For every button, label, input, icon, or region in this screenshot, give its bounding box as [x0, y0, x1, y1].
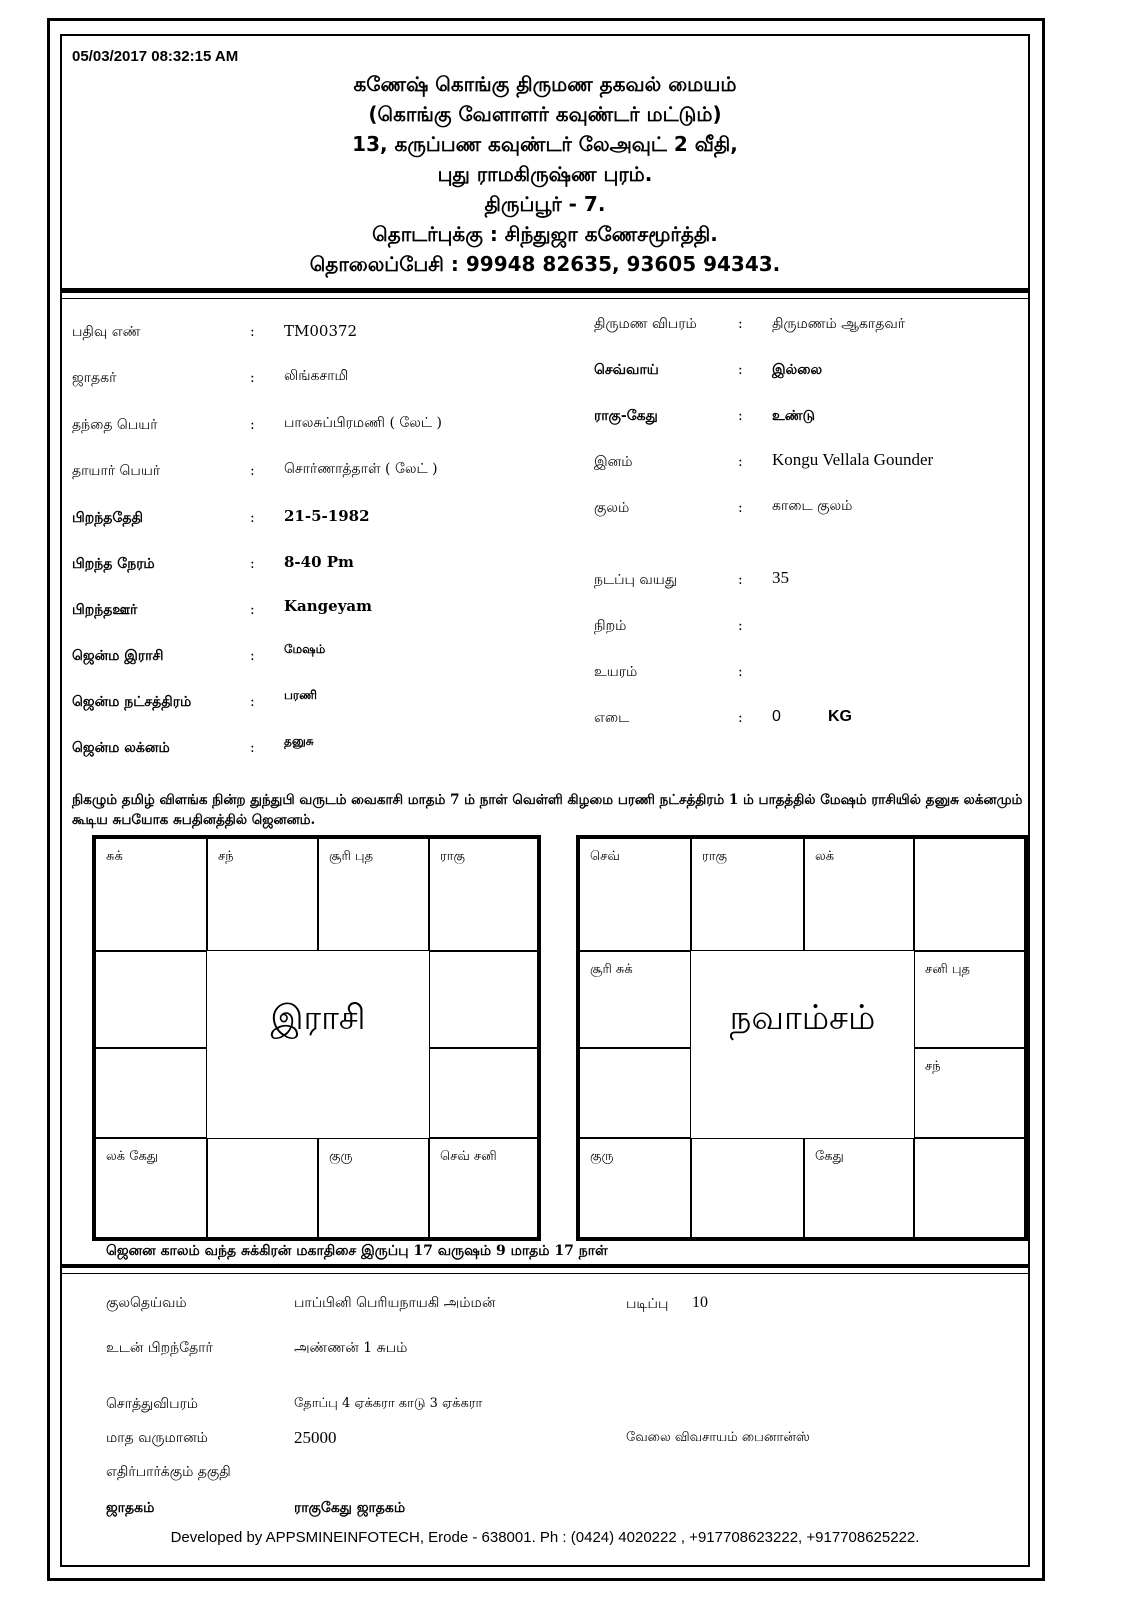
bottom-divider-thin — [60, 1273, 1030, 1274]
colon: : — [250, 556, 255, 572]
label-rasi: ஜென்ம இராசி — [72, 648, 164, 664]
colon: : — [250, 694, 255, 710]
label-jathagam: ஜாதகம் — [106, 1500, 155, 1516]
header-line-7: தொலைப்பேசி : 99948 82635, 93605 94343. — [309, 252, 781, 276]
rasi-cell: லக் கேது — [95, 1138, 207, 1238]
navamsam-title: நவாம்சம் — [729, 998, 876, 1038]
navamsam-cell: சனி புத — [914, 951, 1025, 1048]
value-property: தோப்பு 4 ஏக்கரா காடு 3 ஏக்கரா — [294, 1396, 483, 1411]
footer-credit: Developed by APPSMINEINFOTECH, Erode - 638001. Ph : (0424) 4020222 , +917708623222, +917708625222. — [170, 1529, 920, 1546]
navamsam-chart — [576, 835, 1028, 1241]
value-job: வேலை விவசாயம் பைனான்ஸ் — [626, 1430, 810, 1445]
colon: : — [738, 454, 743, 470]
value-rasi: மேஷம் — [284, 642, 326, 656]
value-kuladeivam: பாப்பினி பெரியநாயகி அம்மன் — [294, 1295, 496, 1311]
header-line-5: திருப்பூர் - 7. — [484, 192, 606, 216]
header-line-6: தொடர்புக்கு : சிந்துஜா கணேசமூர்த்தி. — [372, 222, 718, 246]
label-marriage: திருமண விபரம் — [594, 316, 697, 332]
label-age: நடப்பு வயது — [594, 572, 677, 588]
rasi-cell — [429, 1048, 538, 1138]
value-kulam: காடை குலம் — [772, 498, 853, 514]
navamsam-cell — [579, 1048, 691, 1138]
header-line-3: 13, கருப்பண கவுண்டர் லேஅவுட் 2 வீதி, — [352, 132, 738, 156]
timestamp: 05/03/2017 08:32:15 AM — [72, 48, 239, 65]
header-divider — [60, 288, 1030, 293]
navamsam-cell: சூரி சுக் — [579, 951, 691, 1048]
bottom-divider — [60, 1264, 1030, 1268]
rasi-title: இராசி — [270, 998, 366, 1038]
value-father: பாலசுப்பிரமணி ( லேட் ) — [284, 415, 442, 431]
label-mother: தாயார் பெயர் — [72, 463, 161, 479]
rasi-cell: சுக் — [95, 838, 207, 951]
rasi-cell: சூரி புத — [318, 838, 429, 951]
label-expectation: எதிர்பார்க்கும் தகுதி — [106, 1464, 231, 1480]
colon: : — [250, 740, 255, 756]
colon: : — [250, 510, 255, 526]
label-father: தந்தை பெயர் — [72, 417, 158, 433]
value-dob: 21-5-1982 — [284, 507, 370, 525]
label-nakshatra: ஜென்ம நட்சத்திரம் — [72, 694, 192, 710]
label-property: சொத்துவிபரம் — [106, 1396, 199, 1412]
navamsam-cell: கேது — [804, 1138, 914, 1238]
colon: : — [738, 500, 743, 516]
colon: : — [738, 572, 743, 588]
navamsam-cell — [914, 838, 1025, 951]
value-marriage: திருமணம் ஆகாதவர் — [772, 316, 906, 332]
colon: : — [738, 710, 743, 726]
label-kulam: குலம் — [594, 500, 630, 516]
colon: : — [250, 463, 255, 479]
label-height: உயரம் — [594, 664, 638, 680]
colon: : — [738, 664, 743, 680]
value-padippu: 10 — [692, 1294, 708, 1311]
value-siblings: அண்ணன் 1 சுபம் — [294, 1340, 408, 1356]
navamsam-cell: சந் — [914, 1048, 1025, 1138]
label-kuladeivam: குலதெய்வம் — [106, 1295, 187, 1311]
label-sevvai: செவ்வாய் — [594, 362, 659, 378]
colon: : — [250, 417, 255, 433]
value-birth-time: 8-40 Pm — [284, 553, 354, 571]
label-birth-time: பிறந்த நேரம் — [72, 556, 155, 572]
navamsam-cell — [914, 1138, 1025, 1238]
colon: : — [738, 618, 743, 634]
navamsam-cell — [691, 1138, 804, 1238]
label-padippu: படிப்பு — [626, 1296, 669, 1312]
label-dob: பிறந்ததேதி — [72, 510, 143, 526]
value-inam: Kongu Vellala Gounder — [772, 450, 934, 469]
value-lagnam: தனுசு — [284, 734, 314, 748]
colon: : — [738, 408, 743, 424]
value-jathagam: ராகுகேது ஜாதகம் — [294, 1500, 406, 1516]
navamsam-cell: ராகு — [691, 838, 804, 951]
colon: : — [250, 324, 255, 340]
value-weight: 0 — [772, 708, 781, 725]
header-line-1: கணேஷ் கொங்கு திருமண தகவல் மையம் — [353, 72, 737, 96]
rasi-cell: ராகு — [429, 838, 538, 951]
navamsam-cell: செவ் — [579, 838, 691, 951]
header-divider-thin — [60, 298, 1030, 299]
value-income: 25000 — [294, 1428, 337, 1447]
label-niram: நிறம் — [594, 618, 627, 634]
label-jathagar: ஜாதகர் — [72, 370, 117, 386]
colon: : — [738, 362, 743, 378]
colon: : — [250, 370, 255, 386]
value-sevvai: இல்லை — [772, 362, 823, 378]
label-siblings: உடன் பிறந்தோர் — [106, 1340, 213, 1356]
value-age: 35 — [772, 568, 789, 587]
label-inam: இனம் — [594, 454, 633, 470]
birth-paragraph: நிகழும் தமிழ் விளங்க நின்ற துந்துபி வருடம் வைகாசி மாதம் 7 ம் நாள் வெள்ளி கிழமை பரணி நட்சத்திரம் 1 ம் பாதத்தில் மேஷம் ராசியில் தனுசு லக்னமும் கூடிய சுபயோக சுபதினத்தில் ஜெனனம். — [72, 792, 1023, 828]
colon: : — [250, 648, 255, 664]
navamsam-cell: லக் — [804, 838, 914, 951]
value-rahu-kethu: உண்டு — [772, 408, 816, 424]
label-rahu-kethu: ராகு-கேது — [594, 408, 658, 424]
header-line-2: (கொங்கு வேளாளர் கவுண்டர் மட்டும்) — [368, 102, 722, 126]
rasi-cell: செவ் சனி — [429, 1138, 538, 1238]
rasi-cell — [95, 951, 207, 1048]
label-lagnam: ஜென்ம லக்னம் — [72, 740, 170, 756]
label-income: மாத வருமானம் — [106, 1430, 208, 1446]
value-reg-no: TM00372 — [284, 322, 358, 340]
colon: : — [738, 316, 743, 332]
value-birth-place: Kangeyam — [284, 597, 373, 615]
rasi-cell — [207, 1138, 318, 1238]
value-nakshatra: பரணி — [284, 688, 317, 702]
rasi-cell: சந் — [207, 838, 318, 951]
rasi-cell: குரு — [318, 1138, 429, 1238]
label-reg-no: பதிவு எண் — [72, 324, 141, 340]
dasa-line: ஜெனன காலம் வந்த சுக்கிரன் மகாதிசை இருப்பு 17 வருஷம் 9 மாதம் 17 நாள் — [106, 1243, 608, 1259]
colon: : — [250, 602, 255, 618]
value-mother: சொர்ணாத்தாள் ( லேட் ) — [284, 461, 438, 477]
label-birth-place: பிறந்தஊர் — [72, 602, 138, 618]
navamsam-cell: குரு — [579, 1138, 691, 1238]
header-line-4: புது ராமகிருஷ்ண புரம். — [437, 162, 653, 186]
label-weight: எடை — [594, 710, 630, 726]
rasi-chart — [92, 835, 541, 1241]
rasi-cell — [95, 1048, 207, 1138]
rasi-cell — [429, 951, 538, 1048]
value-jathagar: லிங்கசாமி — [284, 368, 349, 384]
value-weight-unit: KG — [828, 708, 852, 725]
